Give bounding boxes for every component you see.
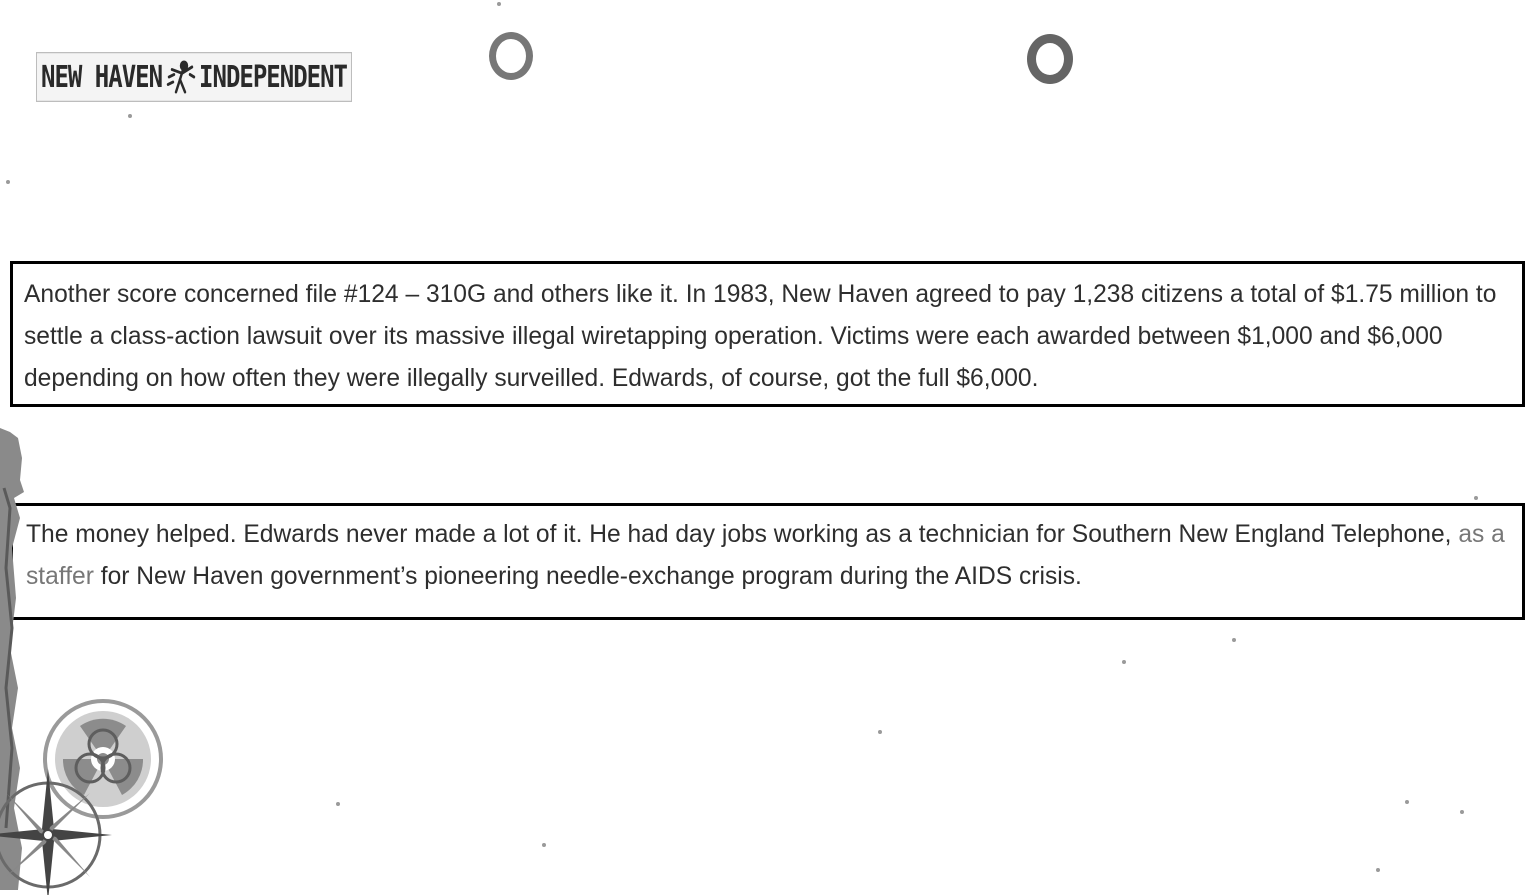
speck xyxy=(336,802,340,806)
paragraph-jobs-text-start: The money helped. Edwards never made a lot of it. He had day jobs working as a technician for Southern New England Telephone, xyxy=(26,521,1459,548)
speck xyxy=(1474,496,1478,500)
staffer-link[interactable]: as a staffer xyxy=(26,521,1505,590)
ink-stain xyxy=(1027,34,1073,84)
ink-stain xyxy=(489,32,533,80)
compass-rose-icon xyxy=(0,765,120,895)
speck xyxy=(1460,810,1464,814)
quote-box-wiretap xyxy=(10,261,1525,407)
paragraph-wiretap: Another score concerned file #124 – 310G and others like it. In 1983, New Haven agreed to pay 1,238 citizens a total of $1.75 million to settle a class-action lawsuit over its massive illegal wiretapping operation. Victims were each awarded between $1,000 and $6,000 depending on how often they were illegally surveilled. Edwards, of course, got the full $6,000. xyxy=(24,281,1497,392)
masthead-logo[interactable] xyxy=(36,52,352,102)
dancing-figure-icon xyxy=(164,58,198,96)
masthead-right-word: INDEPENDENT xyxy=(199,59,347,95)
quote-box-jobs xyxy=(10,503,1525,620)
speck xyxy=(1232,638,1236,642)
speck xyxy=(1405,800,1409,804)
paragraph-jobs-text-end: for New Haven government’s pioneering needle-exchange program during the AIDS crisis. xyxy=(93,563,1082,590)
speck xyxy=(128,114,132,118)
speck xyxy=(497,2,501,6)
speck xyxy=(878,730,882,734)
speck xyxy=(1122,660,1126,664)
masthead-left-word: NEW HAVEN xyxy=(41,59,163,95)
speck xyxy=(1376,868,1380,872)
speck xyxy=(542,843,546,847)
speck xyxy=(6,180,10,184)
paragraph-jobs xyxy=(26,514,1514,598)
